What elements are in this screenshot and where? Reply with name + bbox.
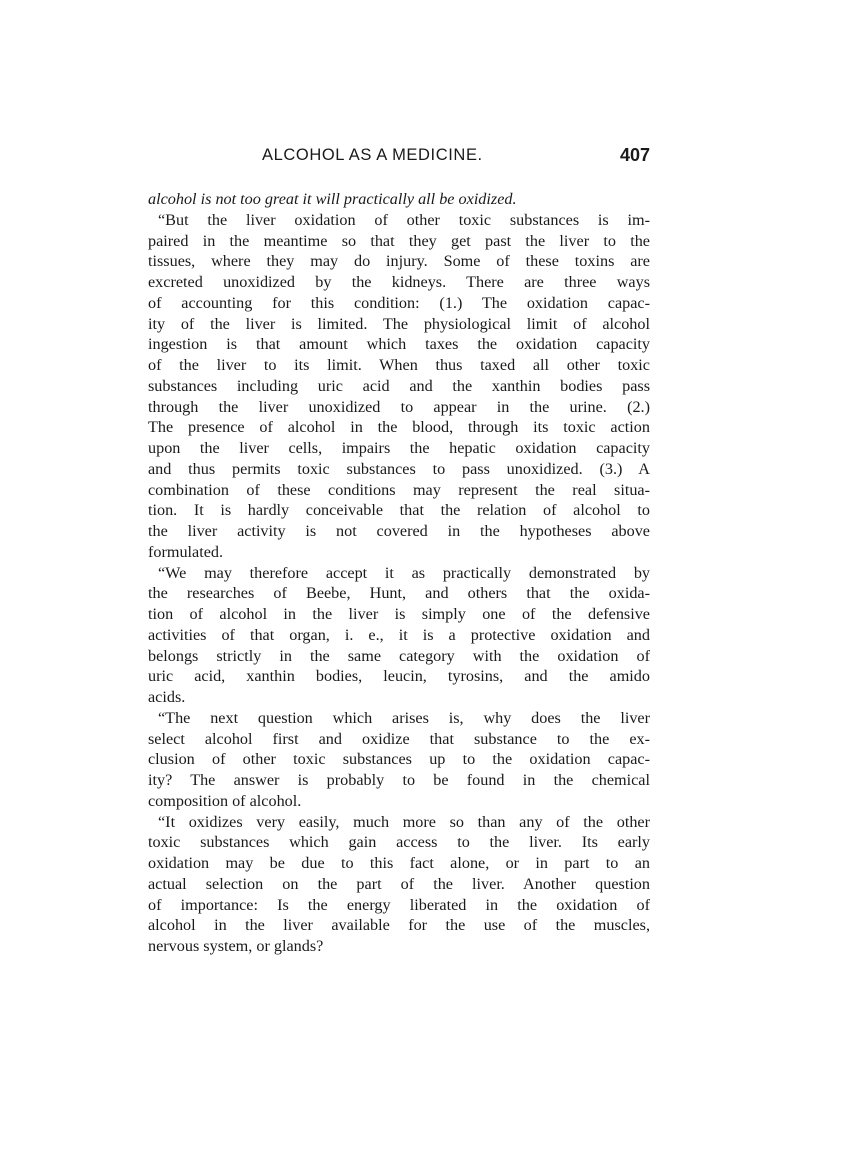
text-line: alcohol in the liver available for the use of the muscles, <box>148 916 650 935</box>
text-line: tion. It is hardly conceivable that the relation of alcohol to <box>148 501 650 520</box>
paragraph-continuation <box>148 189 650 210</box>
text-line: through the liver unoxidized to appear in the urine. (2.) <box>148 397 650 416</box>
text-line: of the liver to its limit. When thus taxed all other toxic <box>148 356 650 374</box>
text-line: clusion of other toxic substances up to the oxidation capac- <box>148 750 650 769</box>
text-line: tissues, where they may do injury. Some of these toxins are <box>148 252 650 271</box>
text-line: actual selection on the part of the liver. Another question <box>148 874 650 893</box>
paragraph <box>148 210 650 563</box>
text-line: activities of that organ, i. e., it is a protective oxidation and <box>148 625 650 644</box>
text-line: of importance: Is the energy liberated in the oxidation of <box>148 895 650 914</box>
text-line: substances including uric acid and the xanthin bodies pass <box>148 376 650 395</box>
text-line: combination of these conditions may represent the real situa- <box>148 480 650 499</box>
text-line: paired in the meantime so that they get past the liver to the <box>148 231 650 250</box>
text-line: composition of alcohol. <box>148 791 302 810</box>
text-line: “It oxidizes very easily, much more so than any of the other <box>158 812 650 831</box>
page-number: 407 <box>619 145 650 165</box>
text-line: uric acid, xanthin bodies, leucin, tyrosins, and the amido <box>148 667 650 686</box>
text-line: the researches of Beebe, Hunt, and others that the oxida- <box>148 584 650 603</box>
text-line: “But the liver oxidation of other toxic substances is im- <box>158 210 650 229</box>
text-line: ingestion is that amount which taxes the oxidation capacity <box>148 335 650 354</box>
text-line: belongs strictly in the same category with the oxidation of <box>148 646 650 665</box>
paragraph <box>148 708 650 812</box>
text-line: select alcohol first and oxidize that substance to the ex- <box>148 729 650 748</box>
text-line: alcohol is not too great it will practically all be oxidized. <box>148 190 517 208</box>
text-line: toxic substances which gain access to the liver. Its early <box>148 833 650 852</box>
text-line: formulated. <box>148 542 224 561</box>
text-line: “The next question which arises is, why does the liver <box>158 708 650 727</box>
text-line: ity of the liver is limited. The physiological limit of alcohol <box>148 314 650 333</box>
paragraph <box>148 812 650 957</box>
text-line: The presence of alcohol in the blood, through its toxic action <box>148 418 650 437</box>
text-line: the liver activity is not covered in the hypotheses above <box>148 522 650 540</box>
body-text <box>148 189 650 957</box>
text-line: nervous system, or glands? <box>148 937 324 955</box>
text-line: “We may therefore accept it as practically demonstrated by <box>158 563 650 582</box>
text-line: oxidation may be due to this fact alone, or in part to an <box>148 854 650 872</box>
text-line: acids. <box>148 688 186 706</box>
page-header <box>262 146 652 172</box>
text-line: upon the liver cells, impairs the hepatic oxidation capacity <box>148 439 650 457</box>
running-title: ALCOHOL AS A MEDICINE. <box>262 146 483 164</box>
text-line: and thus permits toxic substances to pass unoxidized. (3.) A <box>148 459 650 478</box>
text-line: excreted unoxidized by the kidneys. There are three ways <box>148 273 650 291</box>
paragraph <box>148 563 650 708</box>
text-line: tion of alcohol in the liver is simply one of the defensive <box>148 605 650 623</box>
text-line: of accounting for this condition: (1.) The oxidation capac- <box>148 293 650 312</box>
text-line: ity? The answer is probably to be found in the chemical <box>148 771 650 789</box>
